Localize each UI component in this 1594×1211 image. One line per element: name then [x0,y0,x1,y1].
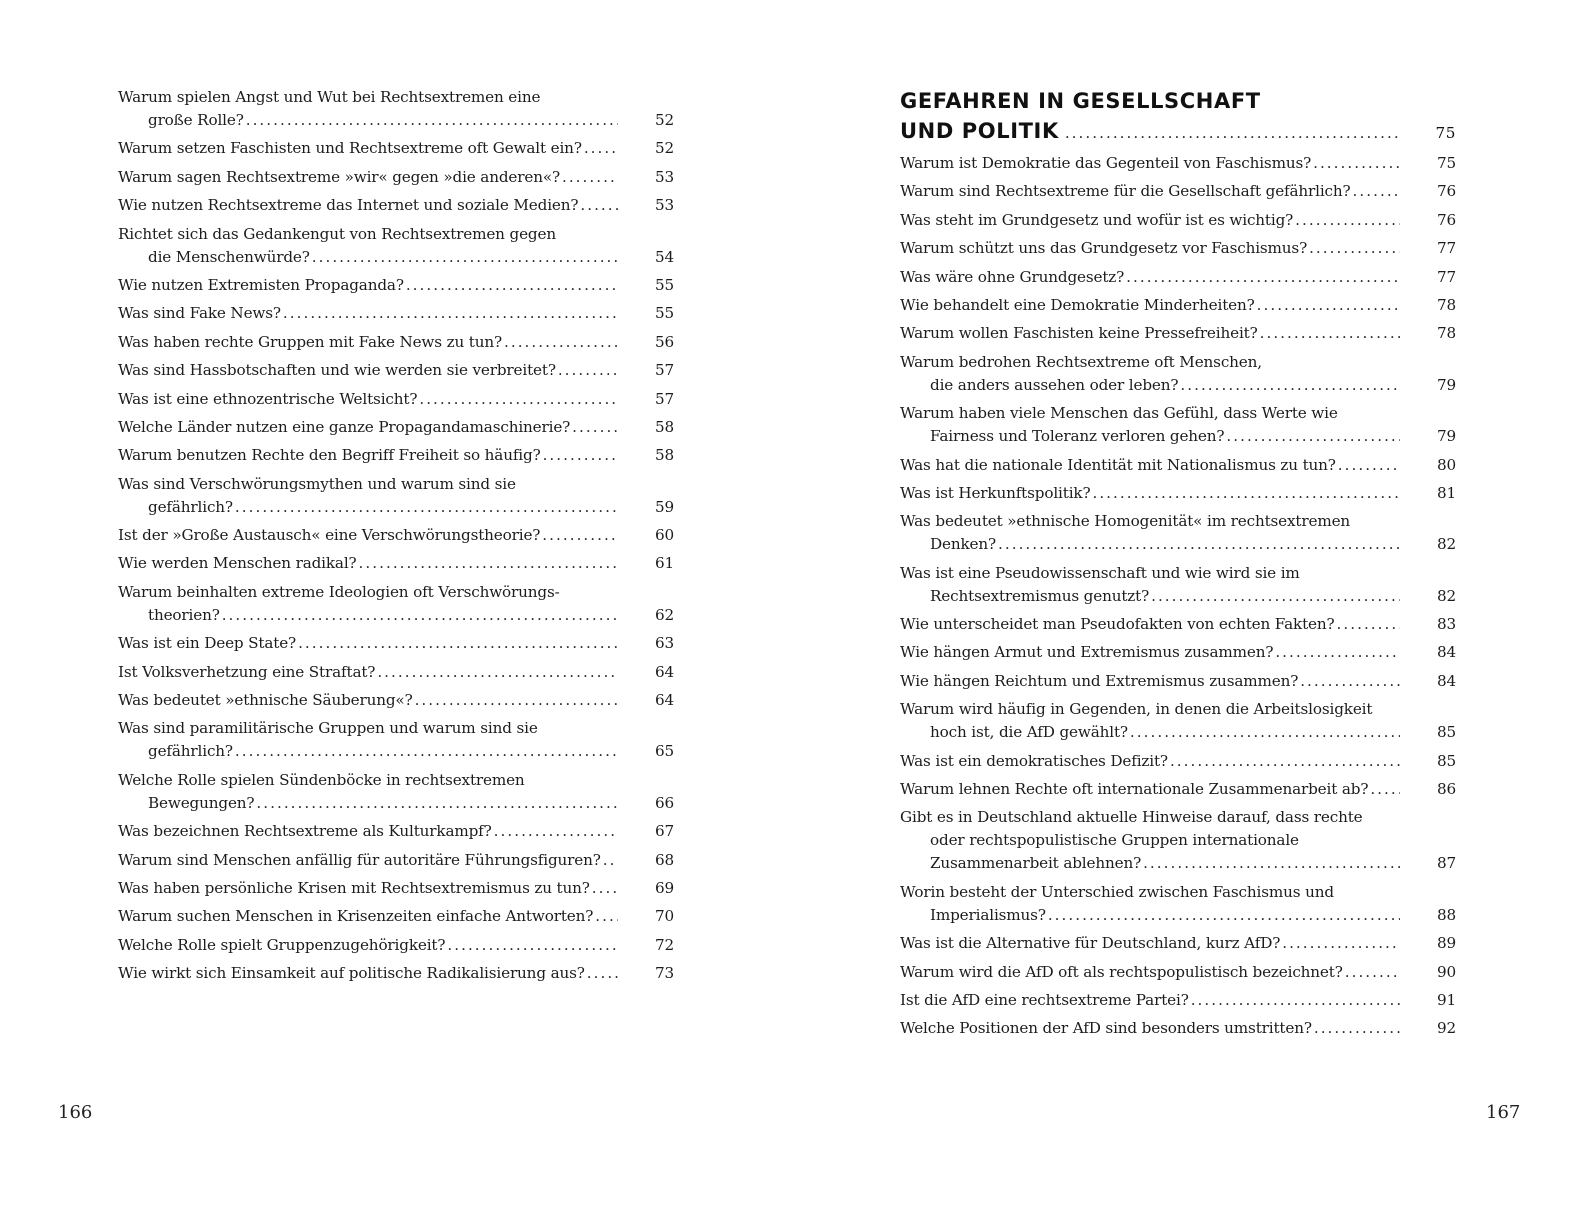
toc-page-number: 64 [654,691,674,710]
dot-leader [1313,152,1400,175]
toc-entry[interactable] [118,473,674,519]
dot-leader [1275,641,1400,664]
toc-entry-line: Was ist ein demokratisches Defizit? [900,751,1168,770]
toc-entry[interactable] [118,416,674,439]
toc-entry-title [900,454,1404,477]
chapter-title-line-1: GEFAHREN IN GESELLSCHAFT [900,89,1261,113]
toc-entry-line: Was sind Verschwörungsmythen und warum sind sie [118,474,516,493]
toc-entry-line: Welche Länder nutzen eine ganze Propagandamaschinerie? [118,417,571,436]
dot-leader [562,166,618,189]
dot-leader [298,632,618,655]
toc-entry-line: Was ist ein Deep State? [118,634,297,653]
toc-entry[interactable] [900,322,1456,345]
toc-entry[interactable] [118,849,674,872]
dot-leader [1065,118,1400,148]
toc-entry[interactable] [900,510,1456,556]
toc-entry-line: Rechtsextremismus genutzt? [930,586,1150,605]
toc-page-number: 81 [1436,483,1456,502]
toc-page-number: 79 [1436,375,1456,394]
table-of-contents-right [900,152,1456,1046]
toc-entry-line: Warum setzen Faschisten und Rechtsextreme oft Gewalt ein? [118,139,582,158]
toc-entry-title [900,237,1404,260]
toc-entry[interactable] [900,237,1456,260]
toc-page-number: 84 [1436,643,1456,662]
toc-entry[interactable] [900,209,1456,232]
toc-entry-title [118,552,622,575]
toc-entry-line: Was ist eine Pseudowissenschaft und wie wird sie im [900,563,1300,582]
toc-entry-line: Wie werden Menschen radikal? [118,554,357,573]
toc-entry-title [118,820,622,843]
toc-page-number: 52 [654,111,674,129]
chapter-heading[interactable] [900,86,1456,148]
toc-entry[interactable] [118,581,674,627]
toc-entry[interactable] [118,444,674,467]
toc-entry-line: Warum wird die AfD oft als rechtspopulistisch bezeichnet? [900,962,1343,981]
toc-entry-line: Warum wollen Faschisten keine Pressefreiheit? [900,324,1258,343]
dot-leader [1130,721,1400,744]
toc-entry-title [118,962,622,985]
toc-entry-title [118,223,622,269]
toc-page-number: 61 [654,554,674,573]
toc-page-number: 76 [1436,182,1456,201]
toc-entry-line: Wie nutzen Rechtsextreme das Internet und soziale Medien? [118,196,579,215]
toc-entry-line: gefährlich? [148,497,233,516]
toc-entry-title [118,274,622,297]
toc-entry-line: Was bezeichnen Rechtsextreme als Kulturkampf? [118,822,492,841]
toc-page-number: 82 [1436,535,1456,554]
toc-entry[interactable] [118,769,674,815]
toc-entry-title [900,613,1404,636]
toc-entry[interactable] [900,989,1456,1012]
toc-entry[interactable] [118,137,674,160]
dot-leader [504,331,618,354]
toc-entry-line: Worin besteht der Unterschied zwischen Faschismus und [900,882,1334,901]
toc-page-number: 53 [654,167,674,186]
toc-entry-line: Wie hängen Reichtum und Extremismus zusammen? [900,671,1299,690]
toc-page-number: 59 [654,497,674,516]
toc-entry[interactable] [118,86,674,132]
toc-page-number: 92 [1436,1019,1456,1038]
toc-entry[interactable] [118,388,674,411]
toc-entry[interactable] [900,698,1456,744]
toc-page-number: 70 [654,907,674,926]
toc-entry-title [118,769,622,815]
toc-entry[interactable] [118,552,674,575]
dot-leader [580,194,618,217]
toc-entry[interactable] [900,351,1456,397]
toc-page-number: 64 [654,662,674,681]
toc-entry-title [118,194,622,217]
toc-entry[interactable] [118,194,674,217]
toc-entry-line: Was ist Herkunftspolitik? [900,483,1091,502]
toc-page-number: 83 [1436,615,1456,634]
dot-leader [1092,482,1400,505]
toc-entry-line: Gibt es in Deutschland aktuelle Hinweise darauf, dass rechte [900,808,1363,827]
dot-leader [283,302,618,325]
toc-entry-line: Ist die AfD eine rechtsextreme Partei? [900,990,1189,1009]
dot-leader [542,524,618,547]
dot-leader [359,552,618,575]
page-number-left: 166 [58,1102,93,1123]
toc-page-number: 62 [654,605,674,624]
dot-leader [1151,585,1400,608]
toc-page-number: 77 [1436,239,1456,258]
toc-entry-title [900,562,1404,608]
dot-leader [1170,750,1400,773]
dot-leader [312,246,618,269]
toc-page-number: 86 [1436,780,1456,799]
toc-entry-line: Wie nutzen Extremisten Propaganda? [118,275,404,294]
toc-entry-title [900,482,1404,505]
toc-entry-line: Welche Rolle spielt Gruppenzugehörigkeit? [118,935,446,954]
toc-entry[interactable] [900,750,1456,773]
toc-entry-line: die anders aussehen oder leben? [930,375,1179,394]
toc-entry-title [900,152,1404,175]
toc-entry-line: Imperialismus? [930,905,1046,924]
toc-page-number: 55 [654,275,674,294]
dot-leader [1345,961,1400,984]
toc-page-number: 58 [654,417,674,436]
dot-leader [1314,1017,1400,1040]
toc-page-number: 66 [654,793,674,812]
toc-page-number: 67 [654,822,674,841]
toc-page-number: 54 [654,247,674,266]
toc-entry[interactable] [900,152,1456,175]
dot-leader [1048,904,1400,927]
toc-entry-title [118,849,622,872]
toc-entry-line: Was bedeutet »ethnische Homogenität« im rechtsextremen [900,512,1351,531]
toc-entry-title [118,905,622,928]
toc-entry-line: Was sind Fake News? [118,304,281,323]
toc-entry[interactable] [900,294,1456,317]
dot-leader [592,877,618,900]
toc-entry-line: Warum bedrohen Rechtsextreme oft Menschen, [900,352,1262,371]
toc-page-number: 72 [654,935,674,954]
toc-entry[interactable] [118,359,674,382]
toc-entry-title [118,166,622,189]
dot-leader [558,359,618,382]
toc-page-number: 63 [654,634,674,653]
toc-entry-line: Wie wirkt sich Einsamkeit auf politische Radikalisierung aus? [118,964,585,983]
chapter-title-line-2: UND POLITIK [900,119,1059,143]
toc-entry-line: Wie hängen Armut und Extremismus zusammen? [900,643,1274,662]
toc-entry-title [900,881,1404,927]
page-number-right: 167 [1486,1102,1521,1123]
toc-entry-line: die Menschenwürde? [148,247,310,266]
toc-entry-line: Warum beinhalten extreme Ideologien oft Verschwörungs- [118,582,560,601]
dot-leader [1226,425,1400,448]
dot-leader [419,388,618,411]
toc-page-number: 89 [1436,934,1456,953]
toc-entry-title [900,989,1404,1012]
dot-leader [998,533,1400,556]
toc-entry[interactable] [118,331,674,354]
toc-entry-line: Was haben rechte Gruppen mit Fake News zu tun? [118,332,502,351]
toc-entry-title [118,137,622,160]
toc-entry-line: Was wäre ohne Grundgesetz? [900,267,1125,286]
dot-leader [235,496,618,519]
toc-entry[interactable] [118,524,674,547]
toc-entry[interactable] [900,454,1456,477]
toc-entry-line: Welche Rolle spielen Sündenböcke in rechtsextremen [118,770,525,789]
toc-page-number: 88 [1436,905,1456,924]
toc-entry[interactable] [900,402,1456,448]
toc-entry[interactable] [900,1017,1456,1040]
toc-entry-line: Wie unterscheidet man Pseudofakten von echten Fakten? [900,615,1335,634]
toc-entry[interactable] [118,689,674,712]
toc-entry-title [118,524,622,547]
toc-entry-title [900,961,1404,984]
toc-entry-title [118,416,622,439]
toc-entry-line: gefährlich? [148,742,233,761]
dot-leader [1191,989,1400,1012]
toc-entry-title [900,510,1404,556]
dot-leader [1300,670,1400,693]
dot-leader [1338,454,1400,477]
toc-entry[interactable] [900,266,1456,289]
toc-entry[interactable] [900,881,1456,927]
toc-entry-title [118,473,622,519]
toc-entry-line: Warum lehnen Rechte oft internationale Zusammenarbeit ab? [900,780,1369,799]
dot-leader [377,661,618,684]
dot-leader [494,820,618,843]
toc-entry-title [118,877,622,900]
toc-entry-title [118,331,622,354]
toc-entry-title [118,302,622,325]
toc-entry-line: Wie behandelt eine Demokratie Minderheiten? [900,295,1255,314]
toc-page-number: 78 [1436,324,1456,343]
toc-entry-title [118,717,622,763]
toc-entry-title [118,444,622,467]
toc-entry-line: Warum wird häufig in Gegenden, in denen die Arbeitslosigkeit [900,700,1373,719]
toc-entry-line: Welche Positionen der AfD sind besonders umstritten? [900,1019,1312,1038]
toc-entry-title [900,641,1404,664]
toc-entry-title [900,266,1404,289]
toc-entry-line: Was sind Hassbotschaften und wie werden sie verbreitet? [118,361,556,380]
toc-page-number: 73 [654,964,674,983]
toc-entry[interactable] [118,717,674,763]
toc-entry-line: Warum sind Menschen anfällig für autoritäre Führungsfiguren? [118,850,601,869]
toc-entry-line: Warum suchen Menschen in Krisenzeiten einfache Antworten? [118,907,594,926]
toc-page-number: 52 [654,139,674,158]
toc-entry[interactable] [118,274,674,297]
toc-entry-title [900,322,1404,345]
chapter-page-number: 75 [1435,124,1456,142]
dot-leader [572,416,618,439]
toc-entry[interactable] [118,962,674,985]
toc-entry-line: Was ist die Alternative für Deutschland, kurz AfD? [900,934,1281,953]
toc-entry[interactable] [118,166,674,189]
toc-entry-line: Ist der »Große Austausch« eine Verschwörungstheorie? [118,526,541,545]
toc-page-number: 91 [1436,990,1456,1009]
toc-entry-title [900,778,1404,801]
toc-entry-line: Was hat die nationale Identität mit Nationalismus zu tun? [900,455,1336,474]
toc-entry[interactable] [900,482,1456,505]
toc-entry[interactable] [900,180,1456,203]
toc-entry-line: Was sind paramilitärische Gruppen und warum sind sie [118,719,538,738]
dot-leader [1257,294,1400,317]
dot-leader [447,934,618,957]
toc-entry-title [118,388,622,411]
toc-page-number: 82 [1436,586,1456,605]
toc-page-number: 77 [1436,267,1456,286]
toc-entry-title [900,806,1404,875]
toc-entry-title [900,180,1404,203]
toc-entry-title [118,86,622,132]
toc-entry[interactable] [900,641,1456,664]
dot-leader [1282,932,1400,955]
dot-leader [1337,613,1400,636]
toc-entry-title [118,934,622,957]
toc-entry[interactable] [900,613,1456,636]
toc-entry-line: Bewegungen? [148,793,255,812]
toc-entry-line: Denken? [930,535,997,554]
toc-entry[interactable] [118,934,674,957]
dot-leader [1260,322,1400,345]
toc-page-number: 80 [1436,455,1456,474]
toc-entry-line: Zusammenarbeit ablehnen? [930,854,1142,873]
toc-entry[interactable] [118,877,674,900]
toc-entry-title [118,581,622,627]
toc-page-number: 56 [654,332,674,351]
dot-leader [415,689,618,712]
dot-leader [595,905,618,928]
toc-entry-line: hoch ist, die AfD gewählt? [930,723,1128,742]
dot-leader [603,849,618,872]
right-page [797,0,1594,1211]
toc-entry[interactable] [900,806,1456,875]
toc-entry-title [118,359,622,382]
dot-leader [1370,778,1400,801]
toc-entry-title [900,209,1404,232]
dot-leader [587,962,618,985]
toc-entry-line: Was ist eine ethnozentrische Weltsicht? [118,389,418,408]
toc-page-number: 87 [1436,854,1456,873]
toc-entry[interactable] [900,670,1456,693]
toc-entry[interactable] [900,961,1456,984]
dot-leader [584,137,618,160]
table-of-contents-left [118,86,674,991]
toc-entry[interactable] [118,905,674,928]
dot-leader [1180,374,1400,397]
toc-page-number: 53 [654,196,674,215]
dot-leader [1295,209,1400,232]
toc-entry-title [118,661,622,684]
toc-entry-title [900,351,1404,397]
toc-page-number: 57 [654,389,674,408]
toc-entry-line: Was bedeutet »ethnische Säuberung«? [118,691,413,710]
toc-entry-line: theorien? [148,605,220,624]
toc-entry[interactable] [118,820,674,843]
toc-page-number: 55 [654,304,674,323]
toc-page-number: 85 [1436,751,1456,770]
toc-entry-line: Warum sagen Rechtsextreme »wir« gegen »die anderen«? [118,167,560,186]
toc-entry-line: Richtet sich das Gedankengut von Rechtsextremen gegen [118,224,556,243]
dot-leader [1126,266,1400,289]
toc-entry-line: große Rolle? [148,111,244,129]
toc-page-number: 69 [654,878,674,897]
toc-entry-title [900,750,1404,773]
toc-page-number: 58 [654,446,674,465]
toc-entry[interactable] [118,302,674,325]
toc-page-number: 60 [654,526,674,545]
dot-leader [1309,237,1400,260]
dot-leader [235,740,618,763]
toc-page-number: 90 [1436,962,1456,981]
toc-page-number: 68 [654,850,674,869]
toc-entry-line: oder rechtspopulistische Gruppen internationale [930,831,1299,850]
toc-entry-line: Fairness und Toleranz verloren gehen? [930,427,1225,446]
toc-entry-line: Warum ist Demokratie das Gegenteil von Faschismus? [900,154,1312,172]
toc-entry-title [118,689,622,712]
toc-entry-line: Warum spielen Angst und Wut bei Rechtsextremen eine [118,88,541,106]
toc-entry[interactable] [118,661,674,684]
toc-entry-line: Was haben persönliche Krisen mit Rechtsextremismus zu tun? [118,878,590,897]
toc-entry-line: Warum sind Rechtsextreme für die Gesellschaft gefährlich? [900,182,1351,201]
dot-leader [1143,852,1400,875]
toc-page-number: 84 [1436,671,1456,690]
toc-entry-title [900,670,1404,693]
toc-entry-line: Warum benutzen Rechte den Begriff Freiheit so häufig? [118,446,541,465]
toc-page-number: 57 [654,361,674,380]
dot-leader [1353,180,1400,203]
toc-entry[interactable] [900,778,1456,801]
toc-entry-title [900,932,1404,955]
toc-entry[interactable] [118,632,674,655]
toc-page-number: 65 [654,742,674,761]
toc-page-number: 85 [1436,723,1456,742]
toc-entry-line: Ist Volksverhetzung eine Straftat? [118,662,376,681]
toc-entry[interactable] [900,562,1456,608]
toc-entry-title [118,632,622,655]
toc-page-number: 76 [1436,210,1456,229]
toc-entry-title [900,402,1404,448]
dot-leader [406,274,618,297]
toc-entry-line: Warum schützt uns das Grundgesetz vor Faschismus? [900,239,1308,258]
toc-page-number: 75 [1436,154,1456,172]
toc-page-number: 79 [1436,427,1456,446]
toc-entry-title [900,294,1404,317]
toc-page-number: 78 [1436,295,1456,314]
dot-leader [222,604,618,627]
dot-leader [246,109,618,132]
dot-leader [256,792,618,815]
toc-entry[interactable] [900,932,1456,955]
toc-entry-title [900,1017,1404,1040]
toc-entry-line: Warum haben viele Menschen das Gefühl, dass Werte wie [900,404,1338,423]
toc-entry-line: Was steht im Grundgesetz und wofür ist es wichtig? [900,210,1294,229]
toc-entry-title [900,698,1404,744]
toc-entry[interactable] [118,223,674,269]
dot-leader [543,444,618,467]
